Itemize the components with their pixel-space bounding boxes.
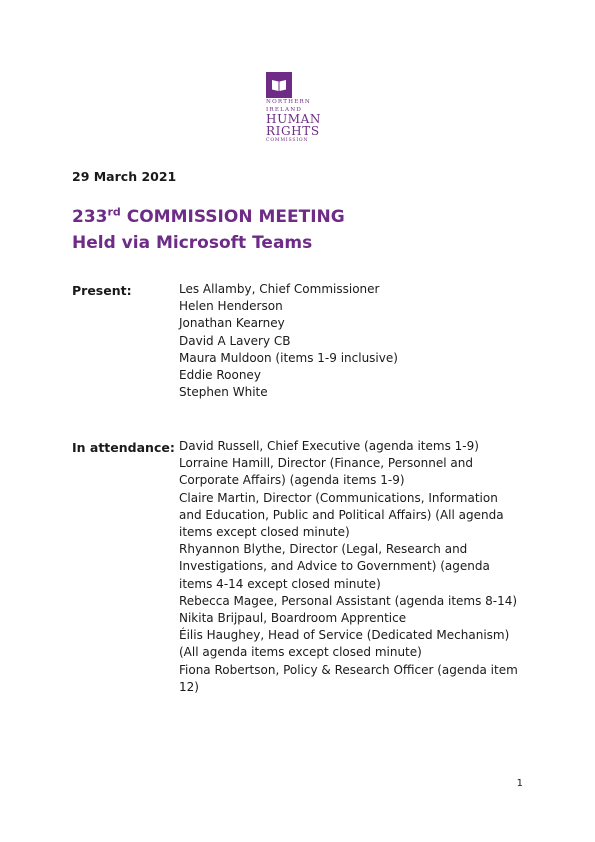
present-name: Jonathan Kearney [179,316,285,331]
present-label: Present: [72,283,132,298]
title-line-2: Held via Microsoft Teams [72,233,313,253]
attendance-line: 12) [179,679,199,694]
present-list [179,281,398,401]
attendance-line: items except closed minute) [179,525,350,540]
attendance-line: Investigations, and Advice to Government) (agenda [179,559,490,574]
attendance-line: Fiona Robertson, Policy & Research Officer (agenda item [179,662,518,677]
present-name: David A Lavery CB [179,333,291,348]
ordinal-suffix: rd [107,205,121,219]
attendance-line: Nikita Brijpaul, Boardroom Apprentice [179,611,407,626]
attendance-line: Rhyannon Blythe, Director (Legal, Research and [179,542,468,557]
logo-line-northern: NORTHERN [266,99,311,105]
present-name: Helen Henderson [179,299,283,314]
logo-line-rights: RIGHTS [266,124,320,139]
present-name: Les Allamby, Chief Commissioner [179,282,380,296]
attendance-line: Claire Martin, Director (Communications, Information [179,490,498,505]
attendance-line: items 4-14 except closed minute) [179,576,381,591]
title-line-1 [72,204,345,230]
logo-line-ireland: IRELAND [266,106,303,113]
page-title [72,204,345,256]
page-number: 1 [516,778,523,789]
nihrc-logo [266,72,322,144]
logo-line-human: HUMAN [266,112,322,127]
attendance-line: Corporate Affairs) (agenda items 1-9) [179,473,405,488]
meeting-number: 233 [72,207,108,227]
attendance-line: Rebecca Magee, Personal Assistant (agenda items 8-14) [179,593,518,608]
attendance-line: Éilis Haughey, Head of Service (Dedicated Mechanism) [179,628,510,643]
attendance-line: and Education, Public and Political Affairs) (All agenda [179,507,504,522]
attendance-line: Lorraine Hamill, Director (Finance, Personnel and [179,456,473,471]
present-name: Eddie Rooney [179,368,261,383]
title-text: COMMISSION MEETING [120,207,345,227]
attendance-label: In attendance: [72,440,175,455]
present-name: Maura Muldoon (items 1-9 inclusive) [179,350,398,365]
meeting-date: 29 March 2021 [72,169,177,184]
present-name: Stephen White [179,385,268,400]
attendance-line: David Russell, Chief Executive (agenda items 1-9) [179,439,479,453]
book-icon [266,72,292,98]
attendance-list [179,438,529,696]
attendance-line: (All agenda items except closed minute) [179,645,422,660]
logo-line-commission: COMMISSION [266,138,309,144]
